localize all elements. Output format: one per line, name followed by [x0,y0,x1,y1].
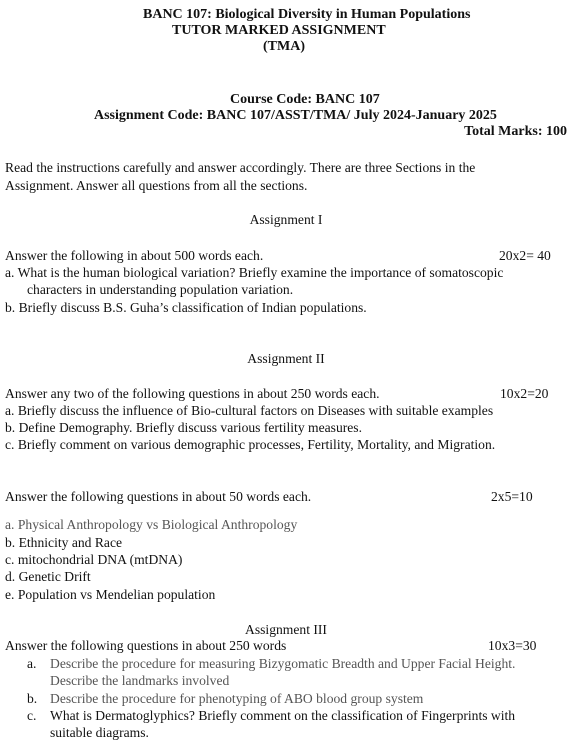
section-3-question-c-cont: suitable diagrams. [50,725,149,740]
section-3-title: Assignment III [245,622,327,637]
short-answer-item-c: c. mitochondrial DNA (mtDNA) [5,552,183,567]
section-2-question-a: a. Briefly discuss the influence of Bio-cultural factors on Diseases with suitable examples [5,403,494,418]
document-tma-label: (TMA) [263,39,305,54]
section-3-question-a-cont: Describe the landmarks involved [50,673,230,688]
section-3-question-b: Describe the procedure for phenotyping of ABO blood group system [50,691,424,706]
short-answer-marks: 2x5=10 [491,489,533,504]
section-1-marks: 20x2= 40 [499,248,551,263]
short-answer-item-b: b. Ethnicity and Race [5,535,123,550]
short-answer-intro: Answer the following questions in about 50 words each. [5,489,312,504]
total-marks: Total Marks: 100 [464,124,567,139]
assignment-code: Assignment Code: BANC 107/ASST/TMA/ July 2024-January 2025 [94,108,497,123]
short-answer-item-a: a. Physical Anthropology vs Biological Anthropology [5,517,298,532]
section-3-question-a: Describe the procedure for measuring Bizygomatic Breadth and Upper Facial Height. [50,656,516,671]
document-subtitle: TUTOR MARKED ASSIGNMENT [172,23,386,38]
section-2-question-b: b. Define Demography. Briefly discuss various fertility measures. [5,420,362,435]
instructions-line-2: Assignment. Answer all questions from all the sections. [5,178,308,193]
section-1-intro: Answer the following in about 500 words each. [5,248,264,263]
section-2-marks: 10x2=20 [500,386,549,401]
short-answer-item-e: e. Population vs Mendelian population [5,587,216,602]
section-3-intro: Answer the following questions in about 250 words [5,638,287,653]
document-title: BANC 107: Biological Diversity in Human Populations [143,7,471,22]
section-1-question-a-cont: characters in understanding population variation. [27,282,294,297]
section-1-question-a: a. What is the human biological variation? Briefly examine the importance of somatoscopic [5,265,504,280]
section-3-question-c-label: c. [27,708,37,723]
section-3-question-b-label: b. [27,691,38,706]
short-answer-item-d: d. Genetic Drift [5,569,91,584]
section-3-question-a-label: a. [27,656,37,671]
section-2-intro: Answer any two of the following questions in about 250 words each. [5,386,380,401]
instructions-line-1: Read the instructions carefully and answer accordingly. There are three Sections in the [5,160,476,175]
course-code: Course Code: BANC 107 [230,92,380,107]
section-1-title: Assignment I [249,212,323,227]
section-3-question-c: What is Dermatoglyphics? Briefly comment on the classification of Fingerprints with [50,708,516,723]
section-2-title: Assignment II [247,351,325,366]
section-3-marks: 10x3=30 [488,638,537,653]
section-1-question-b: b. Briefly discuss B.S. Guha’s classification of Indian populations. [5,300,367,315]
section-2-question-c: c. Briefly comment on various demographic processes, Fertility, Mortality, and Migration. [5,437,496,452]
